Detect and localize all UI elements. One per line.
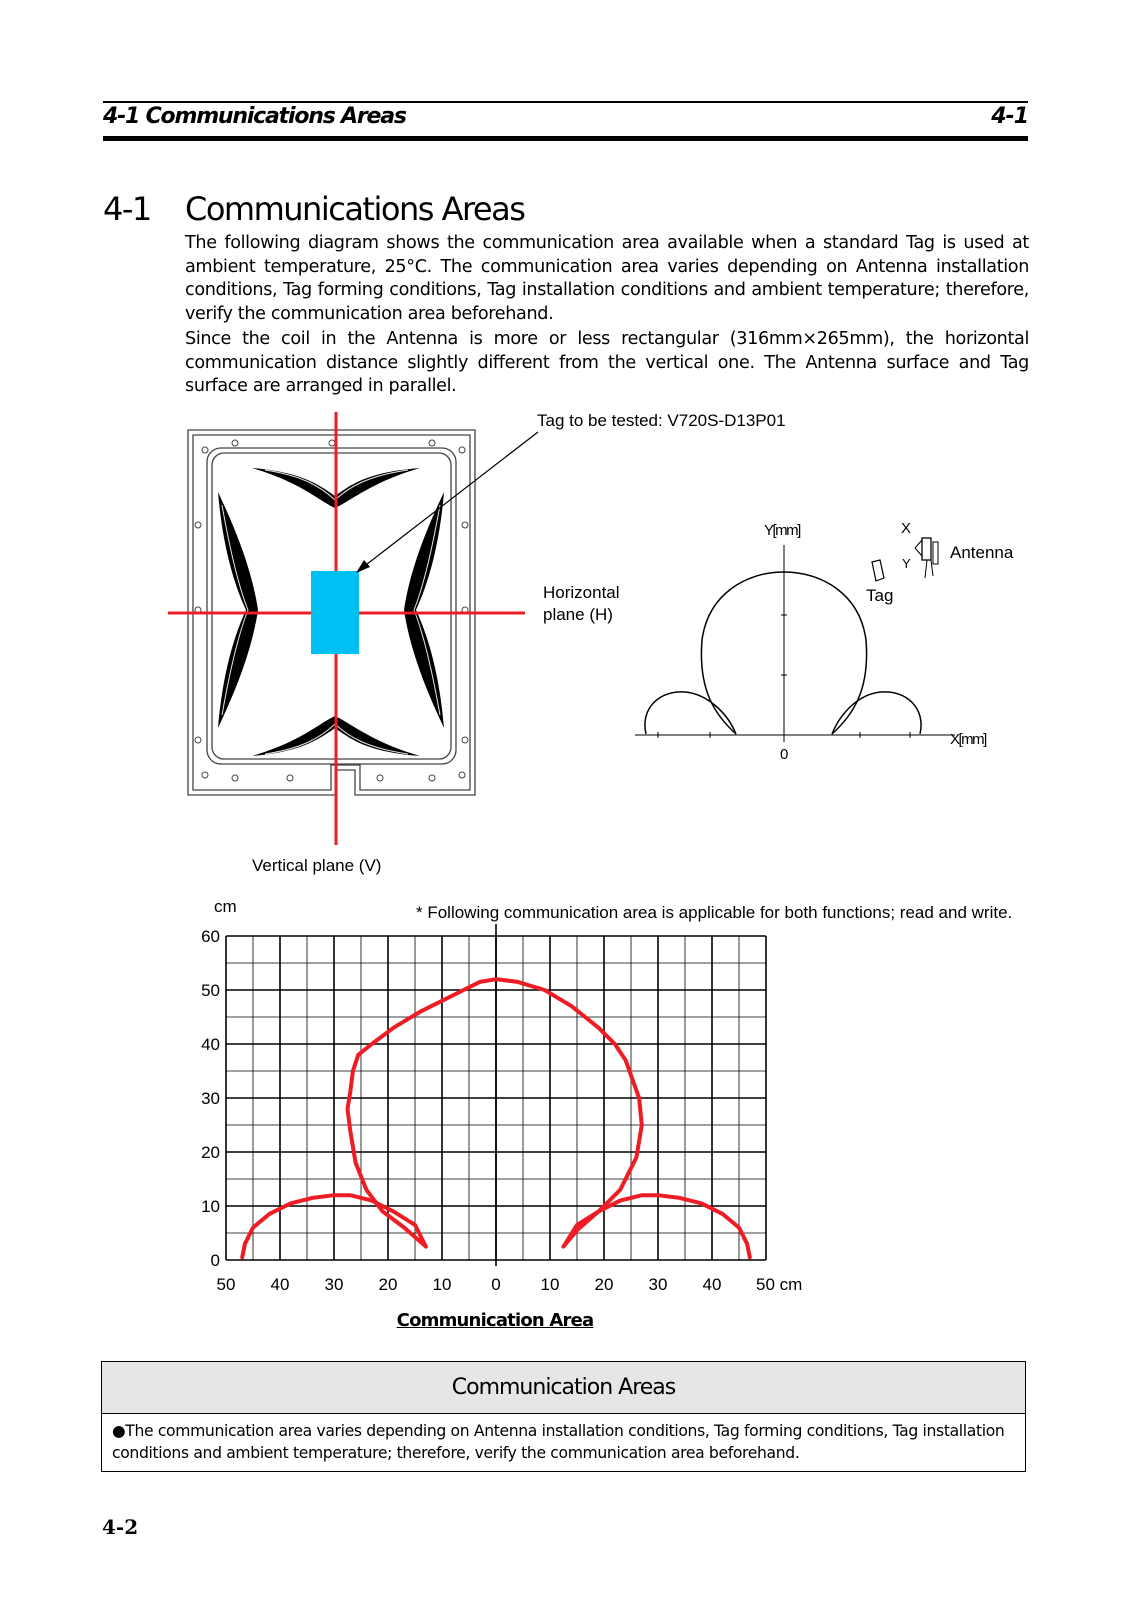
pattern-origin-label: 0 xyxy=(780,746,789,763)
pattern-sketch xyxy=(635,545,955,742)
chart-title: Communication Area xyxy=(396,1310,594,1331)
intro-paragraph: The following diagram shows the communication area available when a standard Tag is used at ambient temperature, 25°C. The communication area varies depending on Antenna installation conditions, Tag forming conditions, Tag installation conditions and ambient temperature; therefore, verify the communication area beforehand. xyxy=(185,233,1029,324)
y-tick-label: 50 xyxy=(201,981,220,1000)
legend-antenna-icon xyxy=(922,538,938,578)
legend-antenna-label: Antenna xyxy=(950,543,1014,562)
note-box-title: Communication Areas xyxy=(102,1362,1025,1414)
vertical-plane-label: Vertical plane (V) xyxy=(252,856,382,875)
y-tick-label: 30 xyxy=(201,1089,220,1108)
chart-note: * Following communication area is applicable for both functions; read and write. xyxy=(416,903,1013,922)
horizontal-plane-label-line2: plane (H) xyxy=(543,605,613,624)
y-axis-unit-label: cm xyxy=(214,897,237,916)
legend-tag-label: Tag xyxy=(866,586,894,605)
page-number: 4-2 xyxy=(102,1515,139,1539)
x-tick-label: 20 xyxy=(594,1275,614,1294)
legend-tag-icon xyxy=(872,560,884,581)
tag-under-test-label: Tag to be tested: V720S-D13P01 xyxy=(537,411,786,430)
x-tick-label: 30 xyxy=(648,1275,668,1294)
pattern-right-lobe xyxy=(832,692,921,734)
chart-grid xyxy=(226,924,766,1266)
communication-area-curve-3 xyxy=(564,1195,750,1257)
note-box-body xyxy=(102,1414,1025,1464)
x-tick-label: 0 xyxy=(491,1275,501,1294)
y-tick-label: 0 xyxy=(210,1251,220,1270)
x-tick-label: 50 xyxy=(216,1275,236,1294)
x-tick-label: 50 cm xyxy=(756,1275,803,1294)
coil-paragraph: Since the coil in the Antenna is more or less rectangular (316mm×265mm), the horizontal communication distance slightly different from the vertical one. The Antenna surface and Tag surface are arranged in parallel. xyxy=(185,329,1029,396)
x-tick-label: 30 xyxy=(324,1275,344,1294)
x-tick-label: 10 xyxy=(540,1275,560,1294)
x-tick-label: 10 xyxy=(432,1275,452,1294)
y-tick-label: 20 xyxy=(201,1143,220,1162)
running-header-page: 4-1 xyxy=(991,104,1028,129)
note-text: The communication area varies depending on Antenna installation conditions, Tag forming conditions, Tag installation conditions and ambient temperature; therefore, verify the communication area beforehand. xyxy=(112,1422,1005,1462)
note-box xyxy=(101,1361,1026,1472)
legend-x-label: X xyxy=(901,520,912,537)
y-tick-label: 40 xyxy=(201,1035,220,1054)
running-header-title: 4-1 Communications Areas xyxy=(103,104,406,129)
legend-y-arrow xyxy=(915,548,922,556)
legend-x-arrow xyxy=(915,540,922,548)
y-tick-label: 60 xyxy=(201,927,220,946)
section-title: Communications Areas xyxy=(185,190,525,228)
note-bullet: ● xyxy=(112,1422,126,1440)
test-tag xyxy=(311,571,359,654)
horizontal-plane-label-line1: Horizontal xyxy=(543,583,620,602)
pattern-x-axis-label: X[mm] xyxy=(950,731,986,748)
pattern-left-lobe xyxy=(645,692,736,734)
y-tick-label: 10 xyxy=(201,1197,220,1216)
communication-area-chart xyxy=(0,890,1131,1340)
x-tick-label: 20 xyxy=(378,1275,398,1294)
section-number: 4-1 xyxy=(103,190,151,228)
pattern-y-axis-label: Y[mm] xyxy=(764,522,800,539)
x-tick-label: 40 xyxy=(702,1275,722,1294)
tag-pointer-arrowhead xyxy=(356,560,370,573)
legend-y-label: Y xyxy=(902,556,911,571)
x-tick-label: 40 xyxy=(270,1275,290,1294)
